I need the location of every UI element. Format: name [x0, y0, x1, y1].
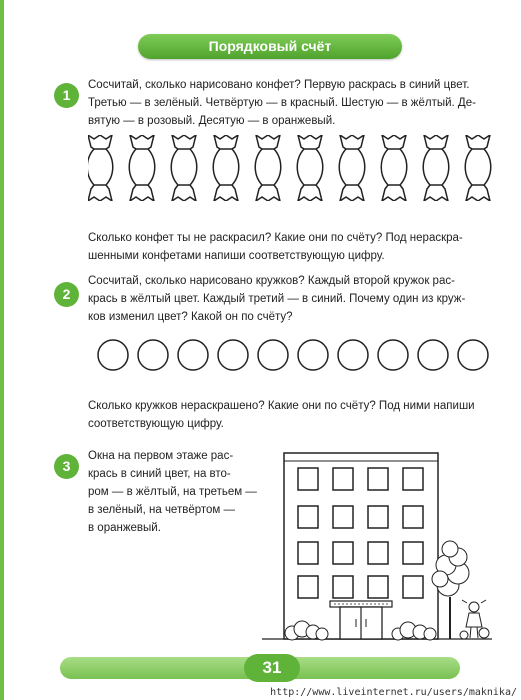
text-line: Сколько кружков нераскрашено? Какие они по счёту? Под ними напиши: [88, 400, 475, 412]
task-1-instruction: [88, 76, 498, 130]
text-line: в зелёный, на четвёртом —: [88, 504, 235, 516]
candy-icon: [339, 135, 365, 201]
candy-icon: [129, 135, 155, 201]
circle-icon: [378, 340, 408, 370]
task-3-instruction: [88, 447, 260, 537]
window: [298, 576, 318, 598]
text-line: ром — в жёлтый, на третьем —: [88, 486, 257, 498]
text-line: Окна на первом этаже рас-: [88, 450, 234, 462]
text-line: крась в жёлтый цвет. Каждый третий — в синий. Почему один из круж-: [88, 293, 466, 305]
window: [333, 468, 353, 490]
candy-icon: [381, 135, 407, 201]
text-line: Сосчитай, сколько нарисовано конфет? Первую раскрась в синий цвет.: [88, 79, 470, 91]
text-line: в оранжевый.: [88, 522, 161, 534]
circle-icon: [298, 340, 328, 370]
task-2-question: [88, 397, 498, 433]
circle-icon: [338, 340, 368, 370]
window: [368, 506, 388, 528]
text-line: вятую — в розовый. Десятую — в оранжевый.: [88, 115, 336, 127]
text-line: шенными конфетами напиши соответствующую цифру.: [88, 250, 385, 262]
text-line: соответствующую цифру.: [88, 418, 224, 430]
window: [298, 468, 318, 490]
text-line: крась в синий цвет, на вто-: [88, 468, 231, 480]
window: [403, 468, 423, 490]
watermark-url: http://www.liveinternet.ru/users/maknika/: [270, 687, 517, 698]
circle-icon: [418, 340, 448, 370]
task-3-number: 3: [54, 454, 79, 479]
building-illustration: [262, 447, 492, 647]
candy-row: [88, 135, 493, 201]
window: [403, 506, 423, 528]
circle-icon: [218, 340, 248, 370]
task-1-question: [88, 229, 498, 265]
window: [333, 576, 353, 598]
circle-icon: [458, 340, 488, 370]
candy-icon: [297, 135, 323, 201]
window: [368, 542, 388, 564]
window: [298, 506, 318, 528]
window: [368, 576, 388, 598]
candy-icon: [171, 135, 197, 201]
candy-icon: [423, 135, 449, 201]
window: [333, 506, 353, 528]
circle-icon: [258, 340, 288, 370]
task-1-number: 1: [54, 83, 79, 108]
candy-icon: [213, 135, 239, 201]
circle-icon: [138, 340, 168, 370]
candy-icon: [465, 135, 491, 201]
task-2-number: 2: [54, 282, 79, 307]
left-edge-stripe: [0, 0, 4, 700]
page-number: 31: [244, 654, 300, 682]
window: [403, 576, 423, 598]
task-2-instruction: [88, 272, 498, 326]
window: [403, 542, 423, 564]
window: [333, 542, 353, 564]
window: [298, 542, 318, 564]
girl-figure-icon: [460, 600, 489, 639]
candy-icon: [255, 135, 281, 201]
window: [368, 468, 388, 490]
text-line: Сколько конфет ты не раскрасил? Какие они по счёту? Под нераскра-: [88, 232, 463, 244]
circle-icon: [98, 340, 128, 370]
page-title: Порядковый счёт: [138, 34, 402, 59]
candy-icon: [88, 135, 113, 201]
circle-row: [96, 338, 492, 372]
text-line: Третью — в зелёный. Четвёртую — в красный. Шестую — в жёлтый. Де-: [88, 97, 476, 109]
text-line: Сосчитай, сколько нарисовано кружков? Каждый второй кружок рас-: [88, 275, 455, 287]
circle-icon: [178, 340, 208, 370]
text-line: ков изменил цвет? Какой он по счёту?: [88, 311, 293, 323]
